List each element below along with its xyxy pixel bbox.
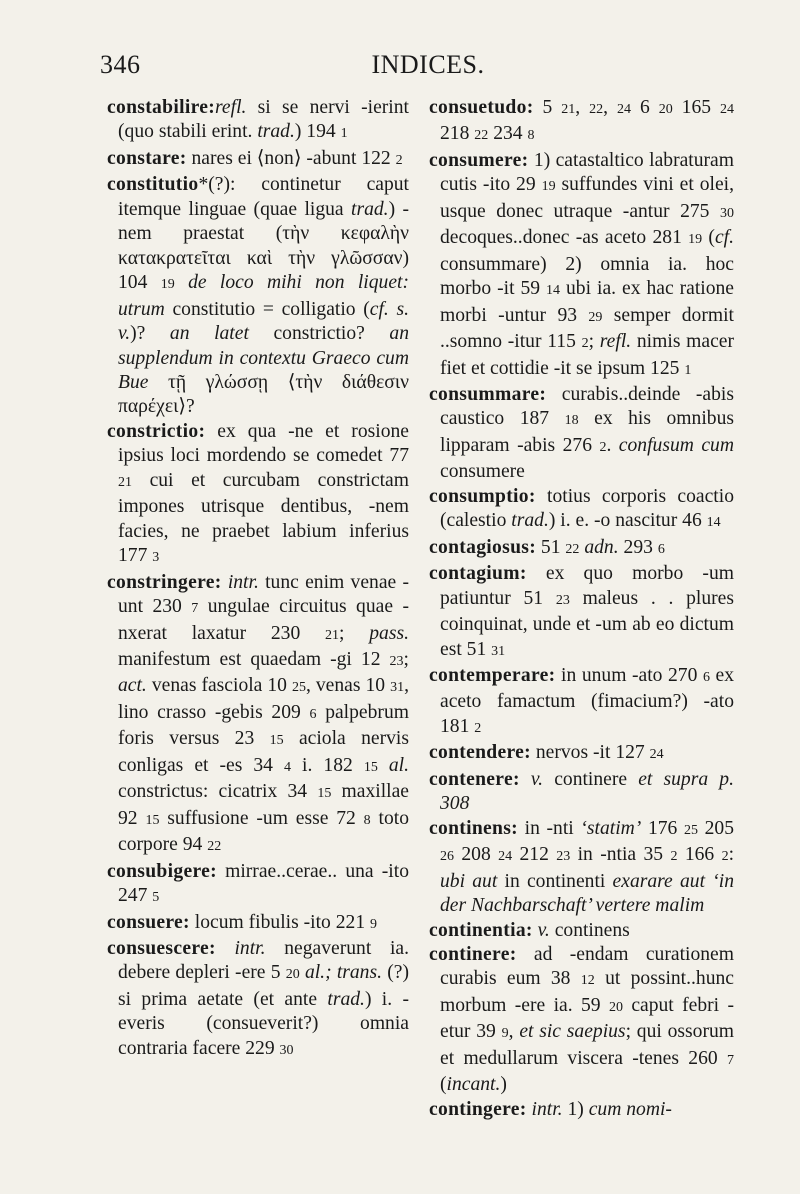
entry-text: in unum -ato 270 <box>555 664 703 686</box>
headword: continentia: <box>429 919 533 941</box>
line-number: 15 <box>145 812 160 828</box>
line-number: 31 <box>390 680 405 696</box>
entry-text: suffundes vini et olei, usque donec utraque -antur 275 <box>440 174 734 222</box>
entry-text: constitutio = colligatio ( <box>164 298 370 320</box>
entry-text: ; qui ossorum et medullarum viscera -tenes 260 <box>440 1021 734 1069</box>
entry-text: , <box>603 97 617 118</box>
entry-text <box>216 938 235 959</box>
italic-text: act. <box>118 675 147 697</box>
entry-text: 218 <box>440 123 475 145</box>
line-number: 30 <box>279 1042 294 1058</box>
italic-text: refl. <box>215 97 247 118</box>
entry-text: ) <box>500 1074 507 1096</box>
line-number: 14 <box>706 515 721 531</box>
entry-text: si se nervi -ierint (quo stabili erint. <box>118 97 409 143</box>
line-number: 30 <box>720 205 734 221</box>
index-entry <box>107 96 409 147</box>
entry-text: mirrae..cerae.. una -ito 247 <box>118 860 409 907</box>
line-number: 8 <box>527 128 535 144</box>
entry-text: 5 <box>533 97 562 118</box>
headword: continens: <box>429 817 518 839</box>
index-entry <box>429 149 734 383</box>
entry-text: ) -nem praestat (τὴν κεφαλὴν κατακρατεῖται καὶ τὴν γλῶσσαν) 104 <box>118 198 409 294</box>
entry-text: ( <box>702 227 715 249</box>
index-entry <box>107 173 409 420</box>
italic-text: trad. <box>351 198 389 220</box>
entry-text: nares ei ⟨non⟩ -abunt 122 <box>186 147 396 169</box>
entry-text: maleus . . plures coinquinat, unde et -um ab eo dictum est 51 <box>440 587 734 660</box>
line-number: 14 <box>546 283 561 299</box>
entry-text: . <box>606 434 619 456</box>
line-number: 15 <box>269 733 284 749</box>
entry-text: 293 <box>618 536 658 558</box>
entry-text: 166 <box>677 844 722 866</box>
entry-text: locum fibulis -ito 221 <box>189 911 371 933</box>
entry-text: ; <box>588 331 600 353</box>
line-number: 19 <box>541 179 556 195</box>
headword: constringere: <box>107 571 222 593</box>
line-number: 2 <box>670 849 678 865</box>
index-entry <box>429 562 734 664</box>
italic-text: adn. <box>584 536 619 558</box>
index-entry <box>429 664 734 741</box>
italic-text: incant. <box>446 1074 501 1096</box>
entry-text: manifestum est quaedam -gi 12 <box>118 648 390 670</box>
headword: consubigere: <box>107 860 217 882</box>
index-entry <box>429 1098 734 1122</box>
headword: continere: <box>429 943 517 965</box>
entry-text: in -ntia 35 <box>570 844 671 866</box>
italic-text: cf. <box>714 227 734 249</box>
line-number: 24 <box>720 102 734 117</box>
headword: contemperare: <box>429 664 556 686</box>
line-number: 22 <box>207 839 222 855</box>
running-title: INDICES. <box>371 50 485 79</box>
entry-text: constrictio? <box>248 323 390 345</box>
italic-text: al.; trans. <box>304 962 383 984</box>
italic-text: et supra p. 308 <box>440 768 734 815</box>
italic-text: intr. <box>234 937 266 959</box>
line-number: 22 <box>474 128 489 144</box>
index-entry <box>107 911 409 937</box>
line-number: 2 <box>581 336 589 352</box>
entry-text <box>520 769 531 790</box>
index-entry <box>107 420 409 571</box>
entry-text: decoques..donec -as aceto 281 <box>440 227 689 249</box>
entry-text: ex quo morbo -um patiuntur 51 <box>440 563 734 609</box>
index-entry <box>429 485 734 536</box>
italic-text: v. <box>530 768 544 790</box>
entry-text: )? <box>130 323 170 345</box>
entry-text: ) i. e. -o nascitur 46 <box>548 510 707 532</box>
entry-text: palpebrum foris versus 23 <box>118 701 409 750</box>
line-number: 2 <box>395 152 403 168</box>
entry-text: (?) si prima aetate (et ante <box>118 962 409 1010</box>
index-entry <box>429 919 734 943</box>
line-number: 1 <box>684 362 692 378</box>
headword: consumptio: <box>429 485 536 507</box>
headword: contagium: <box>429 563 527 585</box>
index-entry <box>107 571 409 860</box>
entry-text: : <box>728 844 734 866</box>
entry-text: suffusione -um esse 72 <box>159 807 364 829</box>
entry-text: nervos -it 127 <box>530 742 650 764</box>
entry-text: 205 <box>697 817 734 839</box>
entry-text: τῇ γλώσσῃ ⟨τὴν διάθεσιν παρέχει⟩? <box>118 371 409 418</box>
entry-text: 234 <box>488 123 528 145</box>
entry-text: continere <box>543 768 639 790</box>
entry-text: negaverunt ia. debere depleri -ere 5 <box>118 937 409 984</box>
entry-text: ex his omnibus lipparam -abis 276 <box>440 408 734 456</box>
italic-text: v. <box>537 919 550 941</box>
italic-text: cf. s. v. <box>118 298 409 345</box>
entry-text: 6 <box>631 97 659 118</box>
entry-text: tunc enim venae -unt 230 <box>118 571 409 618</box>
headword: consummare: <box>429 383 547 405</box>
headword: consuetudo: <box>429 97 534 118</box>
italic-text: intr. <box>227 571 259 593</box>
index-entry <box>429 943 734 1098</box>
headword: contagiosus: <box>429 536 537 558</box>
line-number: 2 <box>721 849 729 865</box>
entry-text: ungulae circuitus quae -nxerat laxatur 230 <box>118 596 409 644</box>
italic-text: trad. <box>511 510 549 532</box>
headword: contingere: <box>429 1098 527 1120</box>
entry-text: ex aceto famactum (fimacium?) -ato 181 <box>440 664 734 737</box>
line-number: 3 <box>152 550 160 566</box>
line-number: 12 <box>580 973 595 989</box>
entry-text: constrictus: cicatrix 34 <box>118 781 318 803</box>
headword: consuere: <box>107 911 190 933</box>
entry-text: 176 <box>641 817 684 839</box>
italic-text: et sic saepius <box>519 1021 626 1043</box>
line-number: 21 <box>118 474 132 490</box>
line-number: 2 <box>474 720 482 736</box>
headword: constitutio <box>107 174 199 196</box>
line-number: 8 <box>363 812 371 828</box>
line-number: 31 <box>491 643 506 659</box>
headword: consuescere: <box>107 937 216 959</box>
entry-text: , <box>508 1021 520 1043</box>
line-number: 4 <box>284 759 291 775</box>
entry-text: nimis macer fiet et cottidie -it se ipsum 125 <box>440 331 734 379</box>
italic-text: pass. <box>369 622 409 644</box>
index-entry <box>429 536 734 562</box>
line-number: 20 <box>608 999 623 1015</box>
italic-text: exarare aut ‘in der Nachbarschaft’ vertere malim <box>440 870 734 917</box>
entry-text: caput febri -etur 39 <box>440 994 734 1043</box>
line-number: 6 <box>657 541 665 557</box>
headword: constrictio: <box>107 420 206 442</box>
italic-text: al. <box>388 754 409 776</box>
entry-text: ut possint..hunc morbum -ere ia. 59 <box>440 968 734 1016</box>
entry-text <box>175 272 188 293</box>
entry-text: totius corporis coactio (calestio <box>440 485 734 532</box>
italic-text: an latet <box>169 323 249 345</box>
entry-text: curabis..deinde -abis caustico 187 <box>440 383 734 430</box>
italic-text: ‘statim’ <box>580 817 642 839</box>
index-column-right <box>429 96 734 1176</box>
entry-text: consummare) 2) omnia ia. hoc morbo -it 59 <box>440 253 734 300</box>
entry-text: 208 <box>454 844 499 866</box>
italic-text: confusum cum <box>618 434 734 456</box>
headword: constabilire: <box>107 97 216 118</box>
entry-text: , lino crasso -gebis 209 <box>118 675 409 723</box>
line-number: 25 <box>291 680 306 696</box>
entry-text: ( <box>440 1074 447 1096</box>
entry-text: ubi ia. ex hac ratione morbi -untur 93 <box>440 278 734 326</box>
line-number: 6 <box>309 706 317 722</box>
entry-text: in continenti <box>497 870 613 892</box>
line-number: 18 <box>564 413 579 429</box>
line-number: 9 <box>501 1026 509 1042</box>
entry-text: continens <box>549 919 630 941</box>
line-number: 9 <box>370 916 378 932</box>
page-number: 346 <box>100 50 141 79</box>
line-number: 22 <box>565 541 580 557</box>
entry-text: , venas 10 <box>305 675 391 697</box>
entry-text: i. 182 <box>291 754 364 776</box>
entry-text: *(?): continetur caput itemque linguae (quae ligua <box>118 174 409 220</box>
line-number: 22 <box>589 102 604 117</box>
index-entry <box>429 741 734 767</box>
italic-text: intr. <box>531 1098 563 1120</box>
index-entry <box>107 937 409 1063</box>
line-number: 23 <box>555 592 570 608</box>
italic-text: trad. <box>257 121 295 143</box>
headword: contenere: <box>429 768 520 790</box>
line-number: 6 <box>702 669 710 685</box>
entry-text: ; <box>339 622 370 644</box>
entry-text: 212 <box>512 844 557 866</box>
index-entry <box>429 383 734 485</box>
entry-text: in -nti <box>518 817 581 839</box>
headword: consumere: <box>429 149 529 171</box>
index-entry <box>429 768 734 817</box>
line-number: 15 <box>317 786 332 802</box>
headword: contendere: <box>429 742 531 764</box>
line-number: 26 <box>440 849 454 865</box>
entry-text: ; <box>403 648 409 670</box>
entry-text: semper dormit ..somno -itur 115 <box>440 304 734 353</box>
entry-text: 165 <box>672 97 721 118</box>
italic-text: an supplendum in contextu Graeco cum Bue <box>118 323 409 393</box>
line-number: 21 <box>561 102 576 117</box>
line-number: 23 <box>556 849 571 865</box>
line-number: 5 <box>152 890 160 906</box>
line-number: 25 <box>683 822 698 838</box>
entry-text: 1) catastaltico labraturam cutis -ito 29 <box>440 149 734 196</box>
line-number: 21 <box>325 627 340 643</box>
entry-text: maxillae 92 <box>118 781 409 829</box>
entry-text: cui et curcubam constrictam impones utrisque dentibus, -nem facies, ne praebet labium inferius 177 <box>118 469 409 567</box>
entry-text <box>378 755 389 776</box>
entry-text: venas fasciola 10 <box>146 675 292 697</box>
page-header <box>100 50 756 84</box>
headword: constare: <box>107 147 187 169</box>
index-entry <box>107 147 409 173</box>
index-entry <box>107 860 409 911</box>
index-entry <box>429 817 734 919</box>
line-number: 20 <box>285 967 300 983</box>
line-number: 24 <box>649 747 664 763</box>
italic-text: de loco mihi non liquet: utrum <box>118 272 409 320</box>
line-number: 24 <box>617 102 631 117</box>
line-number: 24 <box>498 849 513 865</box>
line-number: 1 <box>340 126 348 142</box>
index-entry <box>429 96 734 149</box>
italic-text: refl. <box>599 331 632 353</box>
italic-text: cum nomi- <box>588 1098 672 1120</box>
line-number: 7 <box>191 601 199 617</box>
line-number: 2 <box>599 439 607 455</box>
entry-text: 51 <box>536 536 566 558</box>
entry-text: ad -endam curationem curabis eum 38 <box>440 943 734 990</box>
line-number: 20 <box>658 102 673 117</box>
line-number: 19 <box>160 277 175 293</box>
italic-text: ubi aut <box>440 870 498 892</box>
entry-text: consumere <box>440 461 525 483</box>
entry-text: ) 194 <box>294 121 341 143</box>
line-number: 23 <box>389 653 404 669</box>
line-number: 7 <box>727 1052 734 1068</box>
italic-text: trad. <box>327 988 365 1010</box>
entry-text: 1) <box>562 1098 589 1120</box>
entry-text: aciola nervis conligas et -es 34 <box>118 728 409 776</box>
line-number: 29 <box>588 309 603 325</box>
entry-text: ) i. -everis (consueverit?) omnia contraria facere 229 <box>118 988 409 1059</box>
line-number: 15 <box>363 759 378 775</box>
entry-text: toto corpore 94 <box>118 807 409 856</box>
entry-text: ex qua -ne et rosione ipsius loci mordendo se comedet 77 <box>118 420 409 467</box>
index-column-left <box>107 96 409 1176</box>
entry-text: , <box>575 97 590 118</box>
line-number: 19 <box>688 232 703 248</box>
